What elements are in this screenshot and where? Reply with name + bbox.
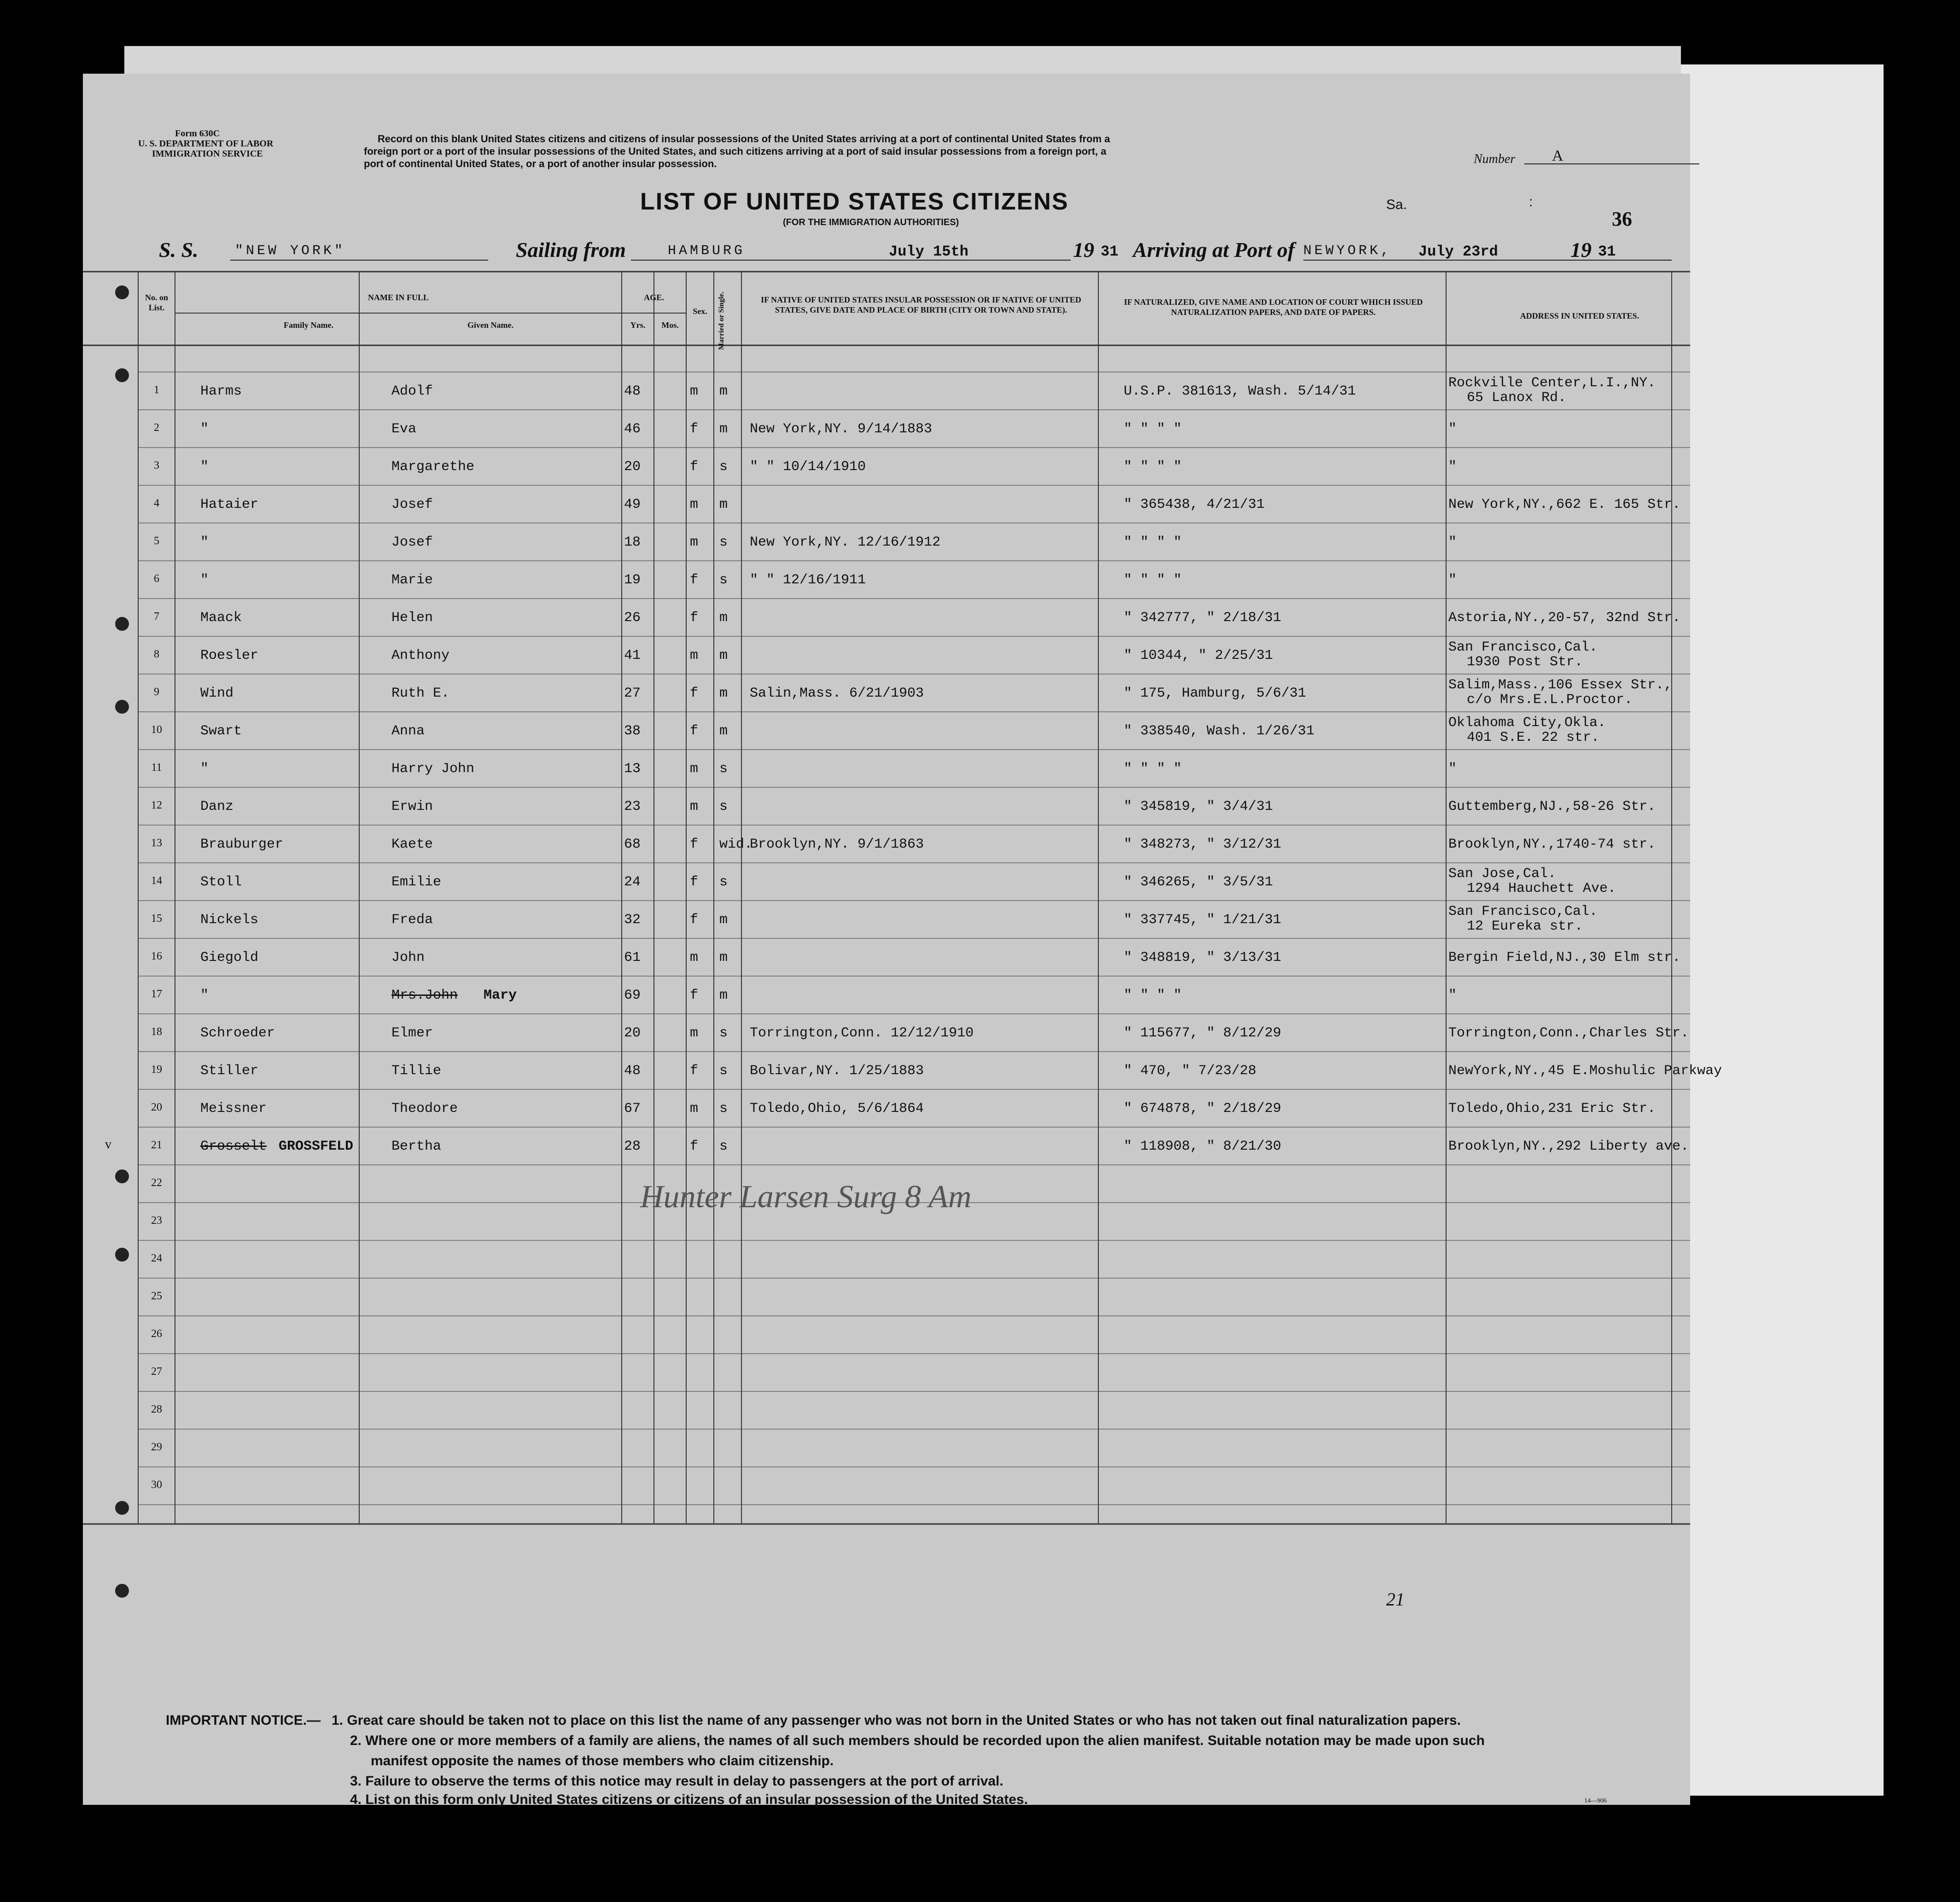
row-number: 12 xyxy=(151,799,162,811)
ship-name: "NEW YORK" xyxy=(235,243,346,259)
row-number: 14 xyxy=(151,875,162,887)
naturalization-info: " 470, " 7/23/28 xyxy=(1124,1063,1257,1079)
sex: f xyxy=(690,459,699,475)
address-line-1: Rockville Center,L.I.,NY. xyxy=(1448,375,1656,391)
header-age: AGE. xyxy=(644,293,664,302)
marital-status: s xyxy=(719,1101,728,1117)
address-line-1: Oklahoma City,Okla. xyxy=(1448,715,1606,731)
header-sex: Sex. xyxy=(693,307,707,316)
marital-status: m xyxy=(719,912,728,928)
sex: f xyxy=(690,421,699,437)
notice-label: IMPORTANT NOTICE.— xyxy=(166,1713,321,1728)
bottom-mark: 21 xyxy=(1386,1589,1405,1610)
family-name: Hataier xyxy=(200,497,259,512)
family-name: Wind xyxy=(200,686,234,701)
family-name: Meissner xyxy=(200,1101,267,1117)
address: Brooklyn,NY.,292 Liberty ave. xyxy=(1448,1139,1689,1154)
address-line-2: 1294 Hauchett Ave. xyxy=(1467,881,1616,896)
page-title: LIST OF UNITED STATES CITIZENS xyxy=(640,188,1069,215)
marital-status: m xyxy=(719,686,728,701)
address-line-2: 12 Eureka str. xyxy=(1467,919,1583,934)
marital-status: m xyxy=(719,497,728,512)
notice-line-4: 3. Failure to observe the terms of this notice may result in delay to passengers at the port of arrival. xyxy=(350,1774,1003,1789)
sex: m xyxy=(690,799,699,814)
number-value: A xyxy=(1552,147,1563,164)
marital-status: s xyxy=(719,1063,728,1079)
naturalization-info: " " " " xyxy=(1124,459,1182,475)
header-yrs: Yrs. xyxy=(630,320,646,330)
given-name: Bertha xyxy=(391,1139,442,1154)
age-years: 13 xyxy=(624,761,641,777)
instructions-line-1: Record on this blank United States citizens and citizens of insular possessions of the United States arriving at a port of continental United States from a xyxy=(378,133,1110,145)
notice-line-2: 2. Where one or more members of a family are aliens, the names of all such members should be recorded upon the alien manifest. Suitable notation may be made upon such xyxy=(350,1733,1485,1748)
age-years: 38 xyxy=(624,723,641,739)
given-name: Margarethe xyxy=(391,459,475,475)
row-number: 2 xyxy=(154,422,159,434)
header-address: ADDRESS IN UNITED STATES. xyxy=(1520,311,1639,320)
given-name: Freda xyxy=(391,912,433,928)
marital-status: m xyxy=(719,384,728,399)
marital-status: s xyxy=(719,535,728,550)
naturalization-info: " 342777, " 2/18/31 xyxy=(1124,610,1282,626)
age-years: 67 xyxy=(624,1101,641,1117)
row-number: 24 xyxy=(151,1252,162,1264)
given-name: John xyxy=(391,950,425,966)
address: New York,NY.,662 E. 165 Str. xyxy=(1448,497,1681,512)
marital-status: s xyxy=(719,1139,728,1154)
family-name: GROSSFELD xyxy=(279,1139,354,1154)
row-number: 8 xyxy=(154,648,159,660)
marital-status: m xyxy=(719,950,728,966)
sailing-year: 31 xyxy=(1101,243,1119,260)
sex: f xyxy=(690,1063,699,1079)
header-given-name: Given Name. xyxy=(467,320,513,330)
address: " xyxy=(1448,421,1457,437)
naturalization-info: " 348819, " 3/13/31 xyxy=(1124,950,1282,966)
arriving-year: 31 xyxy=(1598,243,1616,260)
given-name: Tillie xyxy=(391,1063,442,1079)
address: Toledo,Ohio,231 Eric Str. xyxy=(1448,1101,1656,1117)
manifest-sheet xyxy=(83,74,1722,1807)
marital-status: s xyxy=(719,799,728,814)
notice-line-3: manifest opposite the names of those members who claim citizenship. xyxy=(371,1753,834,1768)
age-years: 26 xyxy=(624,610,641,626)
row-number: 21 xyxy=(151,1139,162,1151)
row-number: 29 xyxy=(151,1441,162,1453)
given-name: Anna xyxy=(391,723,425,739)
row-number: 26 xyxy=(151,1328,162,1340)
naturalization-info: " " " " xyxy=(1124,572,1182,588)
row-number: 17 xyxy=(151,988,162,1000)
family-name: Brauburger xyxy=(200,837,284,852)
naturalization-info: " 348273, " 3/12/31 xyxy=(1124,837,1282,852)
ss-label: S. S. xyxy=(159,238,198,262)
naturalization-info: " 674878, " 2/18/29 xyxy=(1124,1101,1282,1117)
marital-status: s xyxy=(719,459,728,475)
family-name: Nickels xyxy=(200,912,259,928)
sex: m xyxy=(690,1101,699,1117)
marital-status: m xyxy=(719,988,728,1003)
family-name: Stoll xyxy=(200,874,242,890)
address: NewYork,NY.,45 E.Moshulic Parkway xyxy=(1448,1063,1722,1079)
age-years: 61 xyxy=(624,950,641,966)
family-name: Roesler xyxy=(200,648,259,663)
sex: m xyxy=(690,1025,699,1041)
address: " xyxy=(1448,459,1457,475)
arriving-port: NEWYORK, xyxy=(1303,243,1392,259)
naturalization-info: " 175, Hamburg, 5/6/31 xyxy=(1124,686,1307,701)
family-name: Schroeder xyxy=(200,1025,275,1041)
sex: f xyxy=(690,572,699,588)
given-name: Elmer xyxy=(391,1025,433,1041)
underlying-page xyxy=(1667,64,1884,1796)
marital-status: m xyxy=(719,648,728,663)
header-birth: IF NATIVE OF UNITED STATES INSULAR POSSESSION OR IF NATIVE OF UNITED STATES, GIVE DATE AND PLACE OF BIRTH (CITY OR TOWN AND STATE). xyxy=(761,295,1081,314)
row-number: 6 xyxy=(154,573,159,585)
naturalization-info: " 346265, " 3/5/31 xyxy=(1124,874,1273,890)
birth-info: New York,NY. 9/14/1883 xyxy=(750,421,933,437)
age-years: 49 xyxy=(624,497,641,512)
family-name: " xyxy=(200,761,209,777)
naturalization-info: " " " " xyxy=(1124,421,1182,437)
family-name: Maack xyxy=(200,610,242,626)
row-number: 22 xyxy=(151,1177,162,1189)
age-years: 20 xyxy=(624,1025,641,1041)
family-name: Harms xyxy=(200,384,242,399)
sex: f xyxy=(690,874,699,890)
marital-status: s xyxy=(719,572,728,588)
birth-info: New York,NY. 12/16/1912 xyxy=(750,535,941,550)
birth-info: Bolivar,NY. 1/25/1883 xyxy=(750,1063,924,1079)
given-name: Emilie xyxy=(391,874,442,890)
address-line-2: 401 S.E. 22 str. xyxy=(1467,730,1600,745)
naturalization-info: " 118908, " 8/21/30 xyxy=(1124,1139,1282,1154)
given-name: Theodore xyxy=(391,1101,458,1117)
sailing-date: July 15th xyxy=(889,243,968,260)
naturalization-info: " 345819, " 3/4/31 xyxy=(1124,799,1273,814)
row-number: 18 xyxy=(151,1026,162,1038)
address: " xyxy=(1448,535,1457,550)
given-name: Mary xyxy=(484,988,517,1003)
birth-info: Salin,Mass. 6/21/1903 xyxy=(750,686,924,701)
header-family-name: Family Name. xyxy=(284,320,333,330)
age-years: 20 xyxy=(624,459,641,475)
header-naturalized: IF NATURALIZED, GIVE NAME AND LOCATION OF COURT WHICH ISSUED NATURALIZATION PAPERS, AND DATE OF PAPERS. xyxy=(1124,297,1423,317)
family-name: Danz xyxy=(200,799,234,814)
notice-line-1: 1. Great care should be taken not to place on this list the name of any passenger who was not born in the United States or who has not taken out final naturalization papers. xyxy=(332,1713,1461,1728)
marital-status: wid. xyxy=(719,837,753,852)
naturalization-info: " " " " xyxy=(1124,988,1182,1003)
age-years: 18 xyxy=(624,535,641,550)
naturalization-info: U.S.P. 381613, Wash. 5/14/31 xyxy=(1124,384,1356,399)
year-prefix-2: 19 xyxy=(1570,238,1592,262)
sex: m xyxy=(690,761,699,777)
age-years: 32 xyxy=(624,912,641,928)
family-name: Stiller xyxy=(200,1063,259,1079)
marital-status: s xyxy=(719,1025,728,1041)
given-name-struck: Mrs.John xyxy=(391,988,458,1003)
birth-info: " " 12/16/1911 xyxy=(750,572,866,588)
given-name: Eva xyxy=(391,421,417,437)
sex: m xyxy=(690,648,699,663)
service: IMMIGRATION SERVICE xyxy=(152,149,263,159)
arriving-label: Arriving at Port of xyxy=(1133,238,1295,262)
form-code: 14—906 xyxy=(1584,1797,1607,1804)
page-number: 36 xyxy=(1612,208,1632,230)
age-years: 68 xyxy=(624,837,641,852)
given-name: Erwin xyxy=(391,799,433,814)
arriving-date: July 23rd xyxy=(1418,243,1498,260)
number-label: Number xyxy=(1474,152,1516,166)
address: Astoria,NY.,20-57, 32nd Str. xyxy=(1448,610,1681,626)
address-line-1: Salim,Mass.,106 Essex Str., xyxy=(1448,677,1673,693)
naturalization-info: " 10344, " 2/25/31 xyxy=(1124,648,1273,663)
sex: f xyxy=(690,988,699,1003)
address: " xyxy=(1448,761,1457,777)
instructions-line-2: foreign port or a port of the insular possessions of the United States, and such citizens arriving at a port of said insular possessions from a foreign port, a xyxy=(364,145,1107,157)
age-years: 23 xyxy=(624,799,641,814)
naturalization-info: " " " " xyxy=(1124,761,1182,777)
age-years: 24 xyxy=(624,874,641,890)
header-mos: Mos. xyxy=(661,320,679,330)
family-name: Swart xyxy=(200,723,242,739)
given-name: Harry John xyxy=(391,761,475,777)
naturalization-info: " 365438, 4/21/31 xyxy=(1124,497,1265,512)
notice-line-5: 4. List on this form only United States citizens or citizens of an insular possession of the United States. xyxy=(350,1792,1028,1807)
family-name: " xyxy=(200,988,209,1003)
row-number: 5 xyxy=(154,535,159,547)
row-number: 10 xyxy=(151,724,162,736)
row-number: 9 xyxy=(154,686,159,698)
address: Brooklyn,NY.,1740-74 str. xyxy=(1448,837,1656,852)
family-name: Giegold xyxy=(200,950,259,966)
row-number: 3 xyxy=(154,460,159,471)
family-name-struck: Grosselt xyxy=(200,1139,267,1154)
marital-status: m xyxy=(719,723,728,739)
family-name: " xyxy=(200,572,209,588)
naturalization-info: " 338540, Wash. 1/26/31 xyxy=(1124,723,1315,739)
corner-mark: : xyxy=(1529,194,1533,209)
address: " xyxy=(1448,572,1457,588)
address-line-1: San Francisco,Cal. xyxy=(1448,904,1598,919)
sailing-port: HAMBURG xyxy=(668,243,746,259)
row-number: 28 xyxy=(151,1403,162,1415)
row-number: 27 xyxy=(151,1366,162,1378)
row-number: 7 xyxy=(154,611,159,622)
row-number: 23 xyxy=(151,1215,162,1227)
header-no-on-list: No. on List. xyxy=(145,293,168,312)
row-number: 15 xyxy=(151,913,162,925)
department: U. S. DEPARTMENT OF LABOR xyxy=(138,139,274,149)
sex: f xyxy=(690,723,699,739)
signature: Hunter Larsen Surg 8 Am xyxy=(640,1179,972,1215)
sex: f xyxy=(690,837,699,852)
sex: m xyxy=(690,384,699,399)
address: Bergin Field,NJ.,30 Elm str. xyxy=(1448,950,1681,966)
given-name: Josef xyxy=(391,535,433,550)
row-number: 11 xyxy=(151,762,162,774)
naturalization-info: " 337745, " 1/21/31 xyxy=(1124,912,1282,928)
row-number: 30 xyxy=(151,1479,162,1491)
sex: m xyxy=(690,950,699,966)
age-years: 28 xyxy=(624,1139,641,1154)
birth-info: " " 10/14/1910 xyxy=(750,459,866,475)
header-married-single: Married or Single. xyxy=(718,291,725,350)
address: Torrington,Conn.,Charles Str. xyxy=(1448,1025,1689,1041)
marital-status: m xyxy=(719,421,728,437)
given-name: Kaete xyxy=(391,837,433,852)
address: " xyxy=(1448,988,1457,1003)
age-years: 46 xyxy=(624,421,641,437)
table-grid xyxy=(83,74,1690,1805)
row-number: 13 xyxy=(151,837,162,849)
sex: f xyxy=(690,686,699,701)
marital-status: m xyxy=(719,610,728,626)
family-name: " xyxy=(200,459,209,475)
age-years: 19 xyxy=(624,572,641,588)
sex: m xyxy=(690,535,699,550)
marital-status: s xyxy=(719,761,728,777)
address-line-2: c/o Mrs.E.L.Proctor. xyxy=(1467,692,1633,708)
instructions-line-3: port of continental United States, or a port of another insular possession. xyxy=(364,158,717,169)
header-name-in-full: NAME IN FULL xyxy=(368,293,429,302)
naturalization-info: " 115677, " 8/12/29 xyxy=(1124,1025,1282,1041)
age-years: 41 xyxy=(624,648,641,663)
birth-info: Toledo,Ohio, 5/6/1864 xyxy=(750,1101,924,1117)
page-subtitle: (FOR THE IMMIGRATION AUTHORITIES) xyxy=(783,217,959,227)
sex: f xyxy=(690,1139,699,1154)
birth-info: Torrington,Conn. 12/12/1910 xyxy=(750,1025,974,1041)
given-name: Marie xyxy=(391,572,433,588)
marital-status: s xyxy=(719,874,728,890)
address: Guttemberg,NJ.,58-26 Str. xyxy=(1448,799,1656,814)
sa-label: Sa. xyxy=(1386,197,1407,212)
row-number: 1 xyxy=(154,384,159,396)
form-number: Form 630C xyxy=(175,128,220,139)
row-number: 4 xyxy=(154,497,159,509)
sex: f xyxy=(690,912,699,928)
row21-mark: v xyxy=(105,1137,111,1152)
address-line-2: 1930 Post Str. xyxy=(1467,654,1583,670)
sex: m xyxy=(690,497,699,512)
address-line-2: 65 Lanox Rd. xyxy=(1467,390,1567,406)
family-name: " xyxy=(200,421,209,437)
given-name: Josef xyxy=(391,497,433,512)
birth-info: Brooklyn,NY. 9/1/1863 xyxy=(750,837,924,852)
given-name: Ruth E. xyxy=(391,686,450,701)
age-years: 69 xyxy=(624,988,641,1003)
row-number: 16 xyxy=(151,950,162,962)
row-number: 19 xyxy=(151,1064,162,1076)
given-name: Helen xyxy=(391,610,433,626)
row-number: 20 xyxy=(151,1101,162,1113)
age-years: 48 xyxy=(624,1063,641,1079)
year-prefix: 19 xyxy=(1073,238,1094,262)
row-number: 25 xyxy=(151,1290,162,1302)
sex: f xyxy=(690,610,699,626)
age-years: 27 xyxy=(624,686,641,701)
family-name: " xyxy=(200,535,209,550)
given-name: Anthony xyxy=(391,648,450,663)
address-line-1: San Jose,Cal. xyxy=(1448,866,1557,882)
age-years: 48 xyxy=(624,384,641,399)
sailing-label: Sailing from xyxy=(516,238,626,262)
given-name: Adolf xyxy=(391,384,433,399)
naturalization-info: " " " " xyxy=(1124,535,1182,550)
address-line-1: San Francisco,Cal. xyxy=(1448,640,1598,655)
